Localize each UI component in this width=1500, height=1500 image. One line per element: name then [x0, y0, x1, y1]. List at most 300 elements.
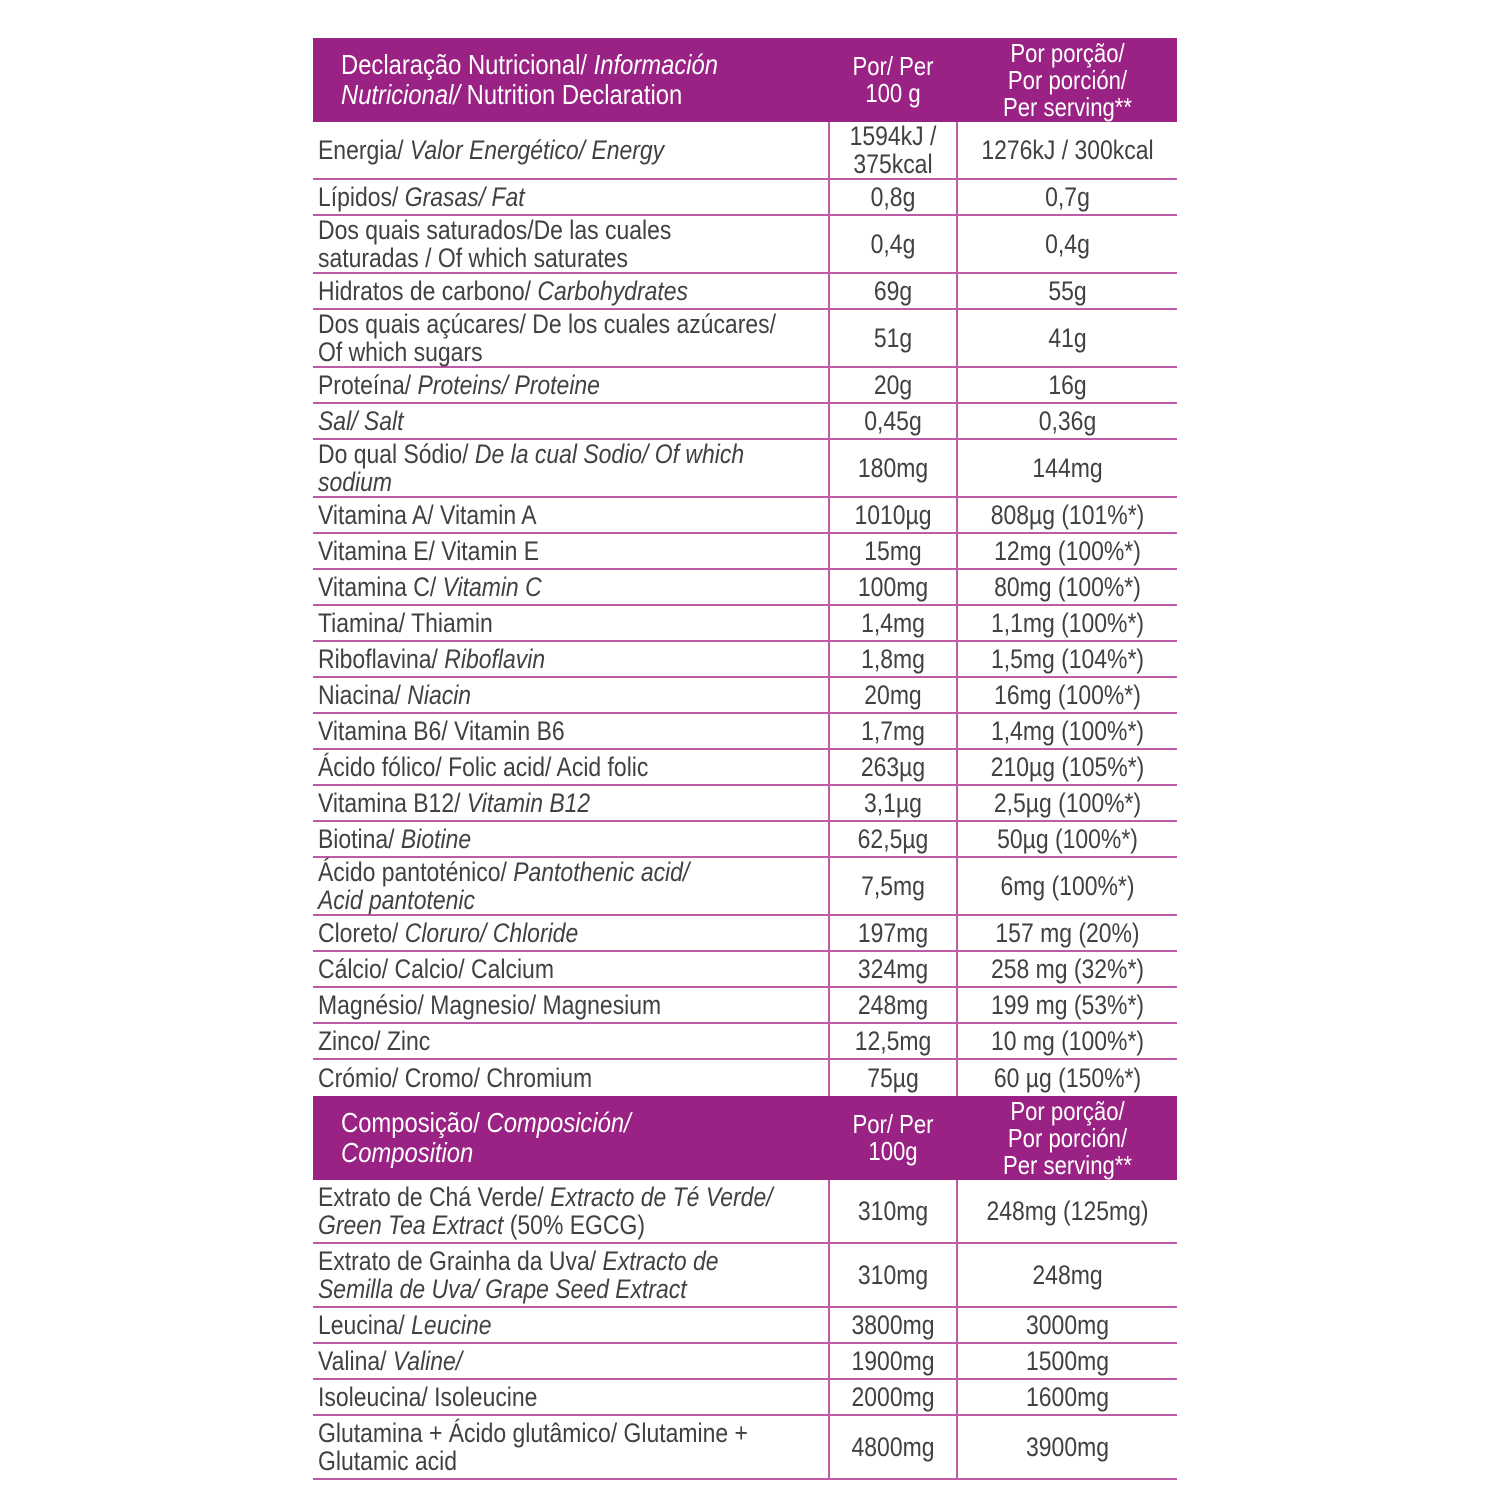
nutrient-label-cell: [313, 1380, 828, 1414]
text-line: 3800mg: [851, 1310, 935, 1340]
cell-content: [974, 919, 1160, 947]
table-row: [313, 440, 1177, 498]
per-100g-value-cell: [828, 714, 958, 748]
text-line: [318, 338, 752, 366]
cell-content: [839, 371, 946, 399]
nutrition-declaration-header: [313, 38, 1177, 122]
text-line: 310mg: [857, 1260, 929, 1290]
cell-content: [974, 324, 1160, 352]
text-line: 69g: [873, 276, 913, 306]
text-line: 51g: [873, 323, 913, 353]
cell-content: [839, 753, 946, 781]
text-line: 1500mg: [1026, 1346, 1109, 1376]
nutrient-label-cell: [313, 1024, 828, 1058]
cell-content: [974, 371, 1160, 399]
text-segment: saturadas / Of which saturates: [318, 243, 628, 273]
per-serving-value-cell: [958, 1024, 1177, 1058]
cell-content: [974, 825, 1160, 853]
cell-content: [318, 717, 752, 745]
text-line: 15mg: [864, 536, 922, 566]
per-100g-value-cell: [828, 1180, 958, 1242]
nutrient-label-cell: [313, 916, 828, 950]
table-row: [313, 858, 1177, 916]
text-line: [318, 1383, 752, 1411]
per-100g-value-cell: [828, 1344, 958, 1378]
text-segment: Glutamic acid: [318, 1446, 458, 1476]
text-line: 808µg (101%*): [990, 500, 1145, 530]
cell-content: [318, 573, 752, 601]
table-row: [313, 1308, 1177, 1344]
cell-content: [839, 789, 946, 817]
text-segment: (50% EGCG): [509, 1210, 645, 1240]
text-line: [318, 919, 752, 947]
text-line: [318, 573, 752, 601]
per-serving-value-cell: [958, 678, 1177, 712]
text-line: 1,1mg (100%*): [990, 608, 1145, 638]
per-100g-value-cell: [828, 786, 958, 820]
text-line: [318, 1247, 752, 1275]
text-line: 12mg (100%*): [994, 536, 1141, 566]
text-segment: Grasas/ Fat: [404, 182, 525, 212]
text-line: 0,8g: [870, 182, 916, 212]
table-row: [313, 1244, 1177, 1308]
per-100g-value-cell: [828, 1308, 958, 1342]
text-line: 324mg: [857, 954, 929, 984]
cell-content: [318, 440, 752, 496]
nutrition-table: [313, 38, 1177, 1480]
text-line: 1,8mg: [861, 644, 925, 674]
per-serving-value-cell: [958, 1060, 1177, 1096]
text-line: 0,45g: [864, 406, 922, 436]
text-line: 180mg: [857, 453, 929, 483]
per-100g-value-cell: [828, 822, 958, 856]
table-row: [313, 952, 1177, 988]
cell-content: [318, 991, 752, 1019]
text-line: [318, 1064, 752, 1092]
text-line: [318, 645, 752, 673]
table-row: [313, 122, 1177, 180]
text-line: [318, 886, 752, 914]
cell-content: [318, 1247, 752, 1303]
cell-content: [318, 1419, 752, 1475]
header-per-100g: [828, 1096, 958, 1180]
text-line: [318, 681, 752, 709]
table-row: [313, 1416, 1177, 1480]
per-serving-value-cell: [958, 570, 1177, 604]
cell-content: [974, 407, 1160, 435]
cell-content: [318, 1383, 752, 1411]
table-row: [313, 1060, 1177, 1096]
text-segment: Lípidos/: [318, 182, 405, 212]
text-line: [318, 753, 752, 781]
per-serving-value-cell: [958, 1380, 1177, 1414]
nutrition-rows: [313, 122, 1177, 1096]
nutrient-label-cell: [313, 498, 828, 532]
text-line: 1594kJ /: [849, 121, 937, 151]
text-line: 1276kJ / 300kcal: [981, 135, 1154, 165]
text-line: [318, 501, 752, 529]
text-segment: Riboflavina/: [318, 644, 445, 674]
text-line: 80mg (100%*): [994, 572, 1141, 602]
table-row: [313, 714, 1177, 750]
text-segment: sodium: [318, 467, 392, 497]
text-segment: Hidratos de carbono/: [318, 276, 538, 306]
cell-content: [318, 407, 752, 435]
composition-rows: [313, 1180, 1177, 1480]
text-segment: Composición/: [486, 1107, 631, 1138]
cell-content: [974, 872, 1160, 900]
text-segment: Niacin: [407, 680, 472, 710]
text-line: [318, 991, 752, 1019]
per-100g-value-cell: [828, 570, 958, 604]
cell-content: [318, 681, 752, 709]
text-line: 1,4mg: [861, 608, 925, 638]
cell-content: [974, 1347, 1160, 1375]
table-row: [313, 310, 1177, 368]
per-serving-value-cell: [958, 216, 1177, 272]
cell-content: [974, 573, 1160, 601]
text-line: 375kcal: [853, 149, 933, 179]
nutrient-label-cell: [313, 1308, 828, 1342]
cell-content: [974, 230, 1160, 258]
nutrient-label-cell: [313, 858, 828, 914]
text-line: [318, 1275, 752, 1303]
cell-content: [974, 537, 1160, 565]
per-serving-value-cell: [958, 368, 1177, 402]
text-line: [341, 1108, 755, 1138]
text-line: 1,4mg (100%*): [990, 716, 1145, 746]
cell-content: [839, 1064, 946, 1092]
composition-header: [313, 1096, 1177, 1180]
text-line: [318, 309, 776, 339]
cell-content: [839, 1197, 946, 1225]
per-serving-value-cell: [958, 714, 1177, 748]
per-100g-value-cell: [828, 1416, 958, 1478]
text-line: [318, 244, 752, 272]
text-segment: Tiamina/ Thiamin: [318, 608, 493, 638]
nutrient-label-cell: [313, 440, 828, 496]
cell-content: [974, 609, 1160, 637]
text-line: 41g: [1048, 323, 1087, 353]
per-serving-value-cell: [958, 1344, 1177, 1378]
per-serving-value-cell: [958, 750, 1177, 784]
per-100g-value-cell: [828, 180, 958, 214]
text-segment: Valina/: [318, 1346, 393, 1376]
text-line: 2000mg: [851, 1382, 935, 1412]
text-line: 0,36g: [1038, 406, 1097, 436]
text-line: 0,7g: [1045, 182, 1090, 212]
cell-content: [839, 501, 946, 529]
text-line: 263µg: [860, 752, 926, 782]
text-line: 210µg (105%*): [990, 752, 1145, 782]
text-segment: Extracto de: [602, 1246, 719, 1276]
cell-content: [974, 1433, 1160, 1461]
text-line: [341, 1138, 755, 1168]
text-segment: Dos quais açúcares/ De los cuales azúcares/: [318, 309, 776, 339]
text-segment: Dos quais saturados/De las cuales: [318, 215, 672, 245]
cell-content: [318, 1182, 773, 1240]
text-segment: Do qual Sódio/: [318, 439, 475, 469]
table-row: [313, 916, 1177, 952]
cell-content: [318, 609, 752, 637]
cell-content: [839, 537, 946, 565]
table-row: [313, 642, 1177, 678]
cell-content: [974, 1027, 1160, 1055]
text-line: 3000mg: [1026, 1310, 1109, 1340]
cell-content: [974, 789, 1160, 817]
nutrient-label-cell: [313, 368, 828, 402]
text-line: 310mg: [857, 1196, 929, 1226]
text-line: [318, 1347, 752, 1375]
text-segment: Green Tea Extract: [318, 1210, 510, 1240]
text-line: 248mg: [1032, 1260, 1103, 1290]
cell-content: [318, 753, 752, 781]
text-segment: Biotine: [400, 824, 472, 854]
text-line: [318, 183, 752, 211]
nutrient-label-cell: [313, 1180, 828, 1242]
text-segment: Semilla de Uva/ Grape Seed Extract: [318, 1274, 687, 1304]
text-line: Por/ Per: [852, 51, 934, 81]
text-line: 258 mg (32%*): [990, 954, 1145, 984]
text-line: Por porção/: [1010, 37, 1125, 68]
cell-content: [318, 216, 752, 272]
text-line: 100mg: [857, 572, 929, 602]
text-segment: Información: [593, 49, 719, 80]
text-line: [318, 537, 752, 565]
text-line: [318, 440, 752, 468]
text-line: [318, 609, 752, 637]
per-100g-value-cell: [828, 750, 958, 784]
cell-content: [974, 1311, 1160, 1339]
nutrient-label-cell: [313, 606, 828, 640]
cell-content: [974, 277, 1160, 305]
text-segment: Leucine: [411, 1310, 492, 1340]
text-segment: Riboflavin: [444, 644, 546, 674]
text-segment: Sal/ Salt: [318, 406, 404, 436]
nutrient-label-cell: [313, 570, 828, 604]
cell-content: [318, 277, 752, 305]
per-100g-value-cell: [828, 1024, 958, 1058]
text-line: 75µg: [867, 1063, 919, 1093]
header-title-composition: [313, 1096, 828, 1180]
cell-content: [974, 681, 1160, 709]
nutrient-label-cell: [313, 1344, 828, 1378]
cell-content: [839, 122, 946, 178]
text-segment: Extrato de Chá Verde/: [318, 1182, 551, 1212]
text-line: [318, 1447, 752, 1475]
text-segment: Acid pantotenic: [318, 885, 475, 915]
per-100g-value-cell: [828, 404, 958, 438]
text-line: Per serving**: [1003, 1149, 1132, 1180]
text-segment: Biotina/: [318, 824, 401, 854]
per-serving-value-cell: [958, 1308, 1177, 1342]
text-line: 2,5µg (100%*): [993, 788, 1142, 818]
text-line: 20mg: [864, 680, 922, 710]
text-line: 248mg: [857, 990, 929, 1020]
cell-content: [839, 1433, 946, 1461]
cell-content: [974, 1383, 1160, 1411]
table-row: [313, 822, 1177, 858]
table-row: [313, 1344, 1177, 1380]
table-row: [313, 1180, 1177, 1244]
text-line: 1,5mg (104%*): [990, 644, 1145, 674]
text-line: Por porción/: [1007, 64, 1128, 95]
per-serving-value-cell: [958, 534, 1177, 568]
nutrient-label-cell: [313, 404, 828, 438]
per-serving-value-cell: [958, 310, 1177, 366]
text-line: 1600mg: [1026, 1382, 1109, 1412]
cell-content: [839, 645, 946, 673]
text-segment: Vitamina E/ Vitamin E: [318, 536, 540, 566]
nutrient-label-cell: [313, 1416, 828, 1478]
cell-content: [318, 955, 752, 983]
cell-content: [974, 1261, 1160, 1289]
text-segment: Crómio/ Cromo/ Chromium: [318, 1063, 593, 1093]
table-row: [313, 216, 1177, 274]
nutrient-label-cell: [313, 678, 828, 712]
cell-content: [839, 991, 946, 1019]
cell-content: [318, 309, 776, 367]
nutrient-label-cell: [313, 1244, 828, 1306]
per-100g-value-cell: [828, 310, 958, 366]
text-segment: Valor Energético/ Energy: [409, 135, 665, 165]
cell-content: [974, 955, 1160, 983]
per-100g-value-cell: [828, 368, 958, 402]
text-line: Per serving**: [1003, 91, 1132, 122]
text-segment: Isoleucina/ Isoleucine: [318, 1382, 538, 1412]
text-line: 10 mg (100%*): [990, 1026, 1145, 1056]
text-line: Por porção/: [1010, 1095, 1125, 1126]
text-segment: Proteins/ Proteine: [417, 370, 600, 400]
text-line: 16g: [1048, 370, 1087, 400]
text-line: 1900mg: [851, 1346, 935, 1376]
per-serving-value-cell: [958, 1180, 1177, 1242]
table-row: [313, 498, 1177, 534]
cell-content: [318, 858, 752, 914]
text-line: [318, 277, 752, 305]
nutrient-label-cell: [313, 310, 828, 366]
nutrient-label-cell: [313, 822, 828, 856]
table-row: [313, 274, 1177, 310]
text-line: 144mg: [1032, 453, 1103, 483]
text-segment: Of which sugars: [318, 337, 483, 367]
text-segment: Composição/: [341, 1107, 487, 1138]
cell-content: [318, 501, 752, 529]
cell-content: [974, 1064, 1160, 1092]
per-100g-value-cell: [828, 440, 958, 496]
text-line: 6mg (100%*): [1000, 871, 1135, 901]
per-serving-value-cell: [958, 642, 1177, 676]
text-segment: Zinco/ Zinc: [318, 1026, 431, 1056]
text-line: [318, 717, 752, 745]
table-row: [313, 786, 1177, 822]
nutrient-label-cell: [313, 750, 828, 784]
table-row: [313, 1380, 1177, 1416]
cell-content: [318, 1027, 752, 1055]
text-segment: Vitamina A/ Vitamin A: [318, 500, 537, 530]
cell-content: [839, 324, 946, 352]
per-serving-value-cell: [958, 180, 1177, 214]
table-row: [313, 750, 1177, 786]
cell-content: [839, 230, 946, 258]
nutrient-label-cell: [313, 122, 828, 178]
text-line: 1,7mg: [861, 716, 925, 746]
text-line: [341, 50, 755, 80]
per-100g-value-cell: [828, 534, 958, 568]
text-segment: Nutricional/: [341, 79, 467, 110]
text-segment: Energia/: [318, 135, 410, 165]
text-line: 0,4g: [870, 229, 916, 259]
text-segment: Pantothenic acid/: [513, 857, 690, 887]
text-line: 7,5mg: [861, 871, 925, 901]
text-line: Por/ Per: [852, 1109, 934, 1139]
text-line: 3900mg: [1026, 1432, 1109, 1462]
per-serving-value-cell: [958, 404, 1177, 438]
cell-content: [974, 1197, 1160, 1225]
text-segment: Vitamin B12: [466, 788, 591, 818]
per-100g-value-cell: [828, 952, 958, 986]
per-serving-value-cell: [958, 1416, 1177, 1478]
table-row: [313, 534, 1177, 570]
text-line: 3,1µg: [864, 788, 922, 818]
text-line: [341, 80, 755, 110]
cell-content: [839, 609, 946, 637]
table-row: [313, 180, 1177, 216]
text-line: 62,5µg: [857, 824, 929, 854]
nutrient-label-cell: [313, 274, 828, 308]
text-line: [318, 1027, 752, 1055]
cell-content: [839, 919, 946, 947]
text-segment: Valine/: [392, 1346, 463, 1376]
text-segment: Vitamina B6/ Vitamin B6: [318, 716, 565, 746]
table-row: [313, 404, 1177, 440]
nutrient-label-cell: [313, 988, 828, 1022]
cell-content: [318, 537, 752, 565]
cell-content: [974, 753, 1160, 781]
cell-content: [974, 136, 1160, 164]
text-line: 0,4g: [1045, 229, 1090, 259]
cell-content: [318, 136, 752, 164]
text-segment: Carbohydrates: [537, 276, 688, 306]
text-line: [318, 789, 752, 817]
per-100g-value-cell: [828, 916, 958, 950]
table-row: [313, 988, 1177, 1024]
cell-content: [839, 1027, 946, 1055]
cell-content: [839, 407, 946, 435]
header-per-100g: [828, 38, 958, 122]
text-segment: Ácido pantoténico/: [318, 857, 514, 887]
per-serving-value-cell: [958, 786, 1177, 820]
cell-content: [318, 825, 752, 853]
table-row: [313, 678, 1177, 714]
cell-content: [974, 454, 1160, 482]
text-segment: Nutrition Declaration: [466, 79, 683, 110]
text-line: [318, 1211, 752, 1239]
per-100g-value-cell: [828, 498, 958, 532]
table-row: [313, 368, 1177, 404]
per-serving-value-cell: [958, 498, 1177, 532]
text-segment: Vitamina B12/: [318, 788, 467, 818]
text-segment: Leucina/: [318, 1310, 412, 1340]
text-line: [318, 1182, 773, 1212]
nutrient-label-cell: [313, 952, 828, 986]
per-serving-value-cell: [958, 122, 1177, 178]
cell-content: [839, 183, 946, 211]
header-per-serving: [958, 38, 1177, 122]
cell-content: [839, 454, 946, 482]
cell-content: [974, 717, 1160, 745]
text-line: 100 g: [865, 78, 921, 108]
